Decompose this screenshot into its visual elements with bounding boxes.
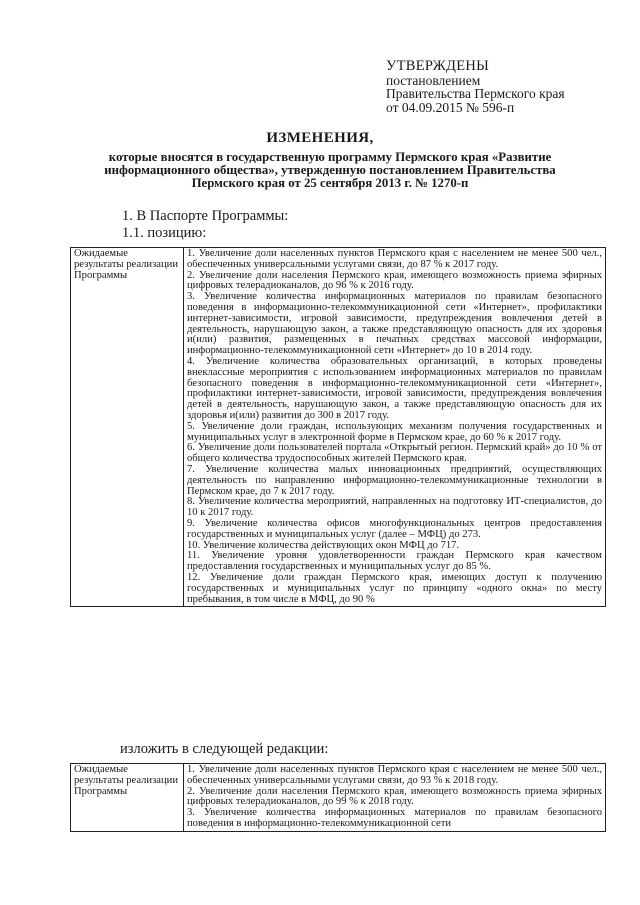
list-item: 5. Увеличение доли граждан, использующих механизм получения государственных и муниципальных услуг в электронной форме в Пермском крае, до 60 % к 2017 году. (187, 420, 602, 443)
list-item: 4. Увеличение количества образовательных организаций, в которых проведены внеклассные мероприятия с использованием информационных материалов по правилам безопасного поведения в информационно-телекоммуникационной сети «Интернет», профилактики интернет-зависимости, игровой зависимости, предупреждения вовлечения детей в деятельность, нарушающую закон, а также представляющую опасность для их здоровья и(или) развития до 300 в 2017 году. (187, 355, 602, 421)
old-position-table (70, 247, 606, 607)
list-item: 11. Увеличение уровня удовлетворенности граждан Пермского края качеством предоставления государственных и муниципальных услуг до 85 %. (187, 550, 602, 573)
new-position-table (70, 763, 606, 832)
list-item: 10. Увеличение количества действующих окон МФЦ до 717. (187, 539, 460, 551)
section-heading-new: изложить в следующей редакции: (120, 741, 329, 757)
old-items-cell (184, 248, 606, 607)
approval-block (386, 60, 565, 114)
list-item: 12. Увеличение доли граждан Пермского края, имеющих доступ к получению государственных и муниципальных услуг по принципу «одного окна» по месту пребывания, в том числе в МФЦ, до 90 % (187, 571, 602, 605)
list-item: 6. Увеличение доли пользователей портала «Открытый регион. Пермский край» до 10 % от общего количества трудоспособных жителей Пермского края. (187, 442, 602, 465)
list-item: 8. Увеличение количества мероприятий, направленных на подготовку ИТ-специалистов, до 10 к 2017 году. (187, 496, 602, 519)
new-position-table-clip (70, 763, 608, 851)
document-subtitle: которые вносятся в государственную программу Пермского края «Развитие информационного общества», утвержденную постановлением Правительства Пермского края от 25 сентября 2013 г. № 1270-п (104, 150, 556, 190)
table-row (71, 248, 606, 607)
list-item: 2. Увеличение доли населения Пермского края, имеющего возможность приема эфирных цифровых телерадиоканалов, до 99 % к 2018 году. (187, 785, 602, 808)
list-item: 7. Увеличение количества малых инновационных предприятий, осуществляющих деятельность по направлению информационно-телекоммуникационные технологии в Пермском крае, до 7 к 2017 году. (187, 463, 602, 497)
list-item: 9. Увеличение количества офисов многофункциональных центров предоставления государственных и муниципальных услуг (далее – МФЦ) до 273. (187, 517, 602, 540)
list-item: 1. Увеличение доли населенных пунктов Пермского края с населением не менее 500 чел., обеспеченных универсальными услугами связи, до 87 % к 2017 году. (187, 248, 602, 270)
list-item: 1. Увеличение доли населенных пунктов Пермского края с населением не менее 500 чел., обеспеченных универсальными услугами связи, до 93 % к 2018 году. (187, 764, 602, 786)
approval-line: Правительства Пермского края (386, 86, 565, 102)
list-item: 3. Увеличение количества информационных материалов по правилам безопасного поведения в информационно-телекоммуникационной сети «Интернет», профилактики интернет-зависимости, игровой зависимости, предупреждения вовлечения детей в деятельность, нарушающую закон, а также представляющую опасность для их здоровья и(или) развития, размещенных в печатных средствах массовой информации, информационно-телекоммуникационной сети «Интернет» до 10 в 2014 году. (187, 291, 602, 357)
row-label: Ожидаемые результаты реализации Программы (71, 248, 184, 607)
section-heading: 1. В Паспорте Программы: (122, 208, 289, 224)
table-row (71, 764, 606, 832)
list-item: 3. Увеличение количества информационных материалов по правилам безопасного поведения в информационно-телекоммуникационной сети (187, 807, 602, 829)
subsection-heading: 1.1. позицию: (122, 225, 207, 241)
document-title: ИЗМЕНЕНИЯ, (266, 130, 374, 146)
row-label: Ожидаемые результаты реализации Программы (71, 764, 184, 832)
new-items-cell (184, 764, 606, 832)
list-item: 2. Увеличение доли населения Пермского края, имеющего возможность приема эфирных цифровых телерадиоканалов, до 96 % к 2016 году. (187, 269, 602, 292)
approval-line: постановлением (386, 72, 481, 88)
approval-title: УТВЕРЖДЕНЫ (386, 58, 490, 74)
approval-date: от 04.09.2015 № 596-п (386, 99, 515, 115)
